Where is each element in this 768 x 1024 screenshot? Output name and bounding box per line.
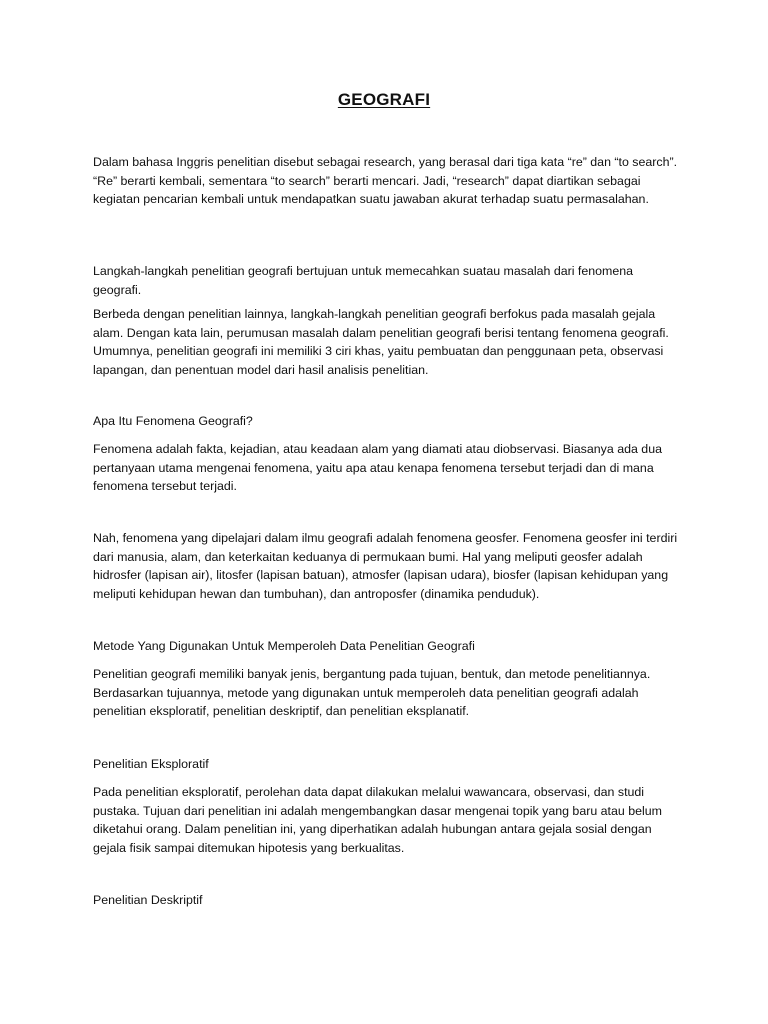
heading-metode-penelitian: Metode Yang Digunakan Untuk Memperoleh Data Penelitian Geografi xyxy=(93,639,475,653)
paragraph-fenomena-geosfer: Nah, fenomena yang dipelajari dalam ilmu geografi adalah fenomena geosfer. Fenomena geosfer ini terdiri dari manusia, alam, dan keterkaitan keduanya di permukaan bumi. Hal yang meliputi geosfer adalah hidrosfer (lapisan air), litosfer (lapisan batuan), atmosfer (lapisan udara), biosfer (lapisan kehidupan yang meliputi kehidupan hewan dan tumbuhan), dan antroposfer (dinamika penduduk). xyxy=(93,531,678,601)
paragraph-berbeda-penelitian: Berbeda dengan penelitian lainnya, langkah-langkah penelitian geografi berfokus pada masalah gejala alam. Dengan kata lain, perumusan masalah dalam penelitian geografi berisi tentang fenomena geografi. Umumnya, penelitian geografi ini memiliki 3 ciri khas, yaitu pembuatan dan penggunaan peta, observasi lapangan, dan penentuan model dari hasil analisis penelitian. xyxy=(93,307,669,377)
heading-penelitian-eksploratif: Penelitian Eksploratif xyxy=(93,757,209,771)
paragraph-research-definition: Dalam bahasa Inggris penelitian disebut sebagai research, yang berasal dari tiga kata “re” dan “to search”. “Re” berarti kembali, sementara “to search” berarti mencari. Jadi, “research” dapat diartikan sebagai kegiatan pencarian kembali untuk mendapatkan suatu jawaban akurat terhadap suatu permasalahan. xyxy=(93,155,678,207)
heading-apa-itu-fenomena: Apa Itu Fenomena Geografi? xyxy=(93,414,253,428)
paragraph-penelitian-eksploratif: Pada penelitian eksploratif, perolehan data dapat dilakukan melalui wawancara, observasi, dan studi pustaka. Tujuan dari penelitian ini adalah mengembangkan dasar mengenai topik yang baru atau belum diketahui orang. Dalam penelitian ini, yang diperhatikan adalah hubungan antara gejala sosial dengan gejala fisik sampai ditemukan hipotesis yang berkualitas. xyxy=(93,785,662,855)
paragraph-fenomena-definition: Fenomena adalah fakta, kejadian, atau keadaan alam yang diamati atau diobservasi. Biasanya ada dua pertanyaan utama mengenai fenomena, yaitu apa atau kenapa fenomena tersebut terjadi dan di mana fenomena tersebut terjadi. xyxy=(93,442,662,494)
page-title: GEOGRAFI xyxy=(337,90,431,109)
paragraph-jenis-penelitian: Penelitian geografi memiliki banyak jenis, bergantung pada tujuan, bentuk, dan metode penelitiannya. Berdasarkan tujuannya, metode yang digunakan untuk memperoleh data penelitian geografi adalah penelitian eksploratif, penelitian deskriptif, dan penelitian eksplanatif. xyxy=(93,667,651,719)
heading-penelitian-deskriptif: Penelitian Deskriptif xyxy=(93,893,203,907)
paragraph-langkah-penelitian: Langkah-langkah penelitian geografi bertujuan untuk memecahkan suatau masalah dari fenomena geografi. xyxy=(93,264,634,297)
